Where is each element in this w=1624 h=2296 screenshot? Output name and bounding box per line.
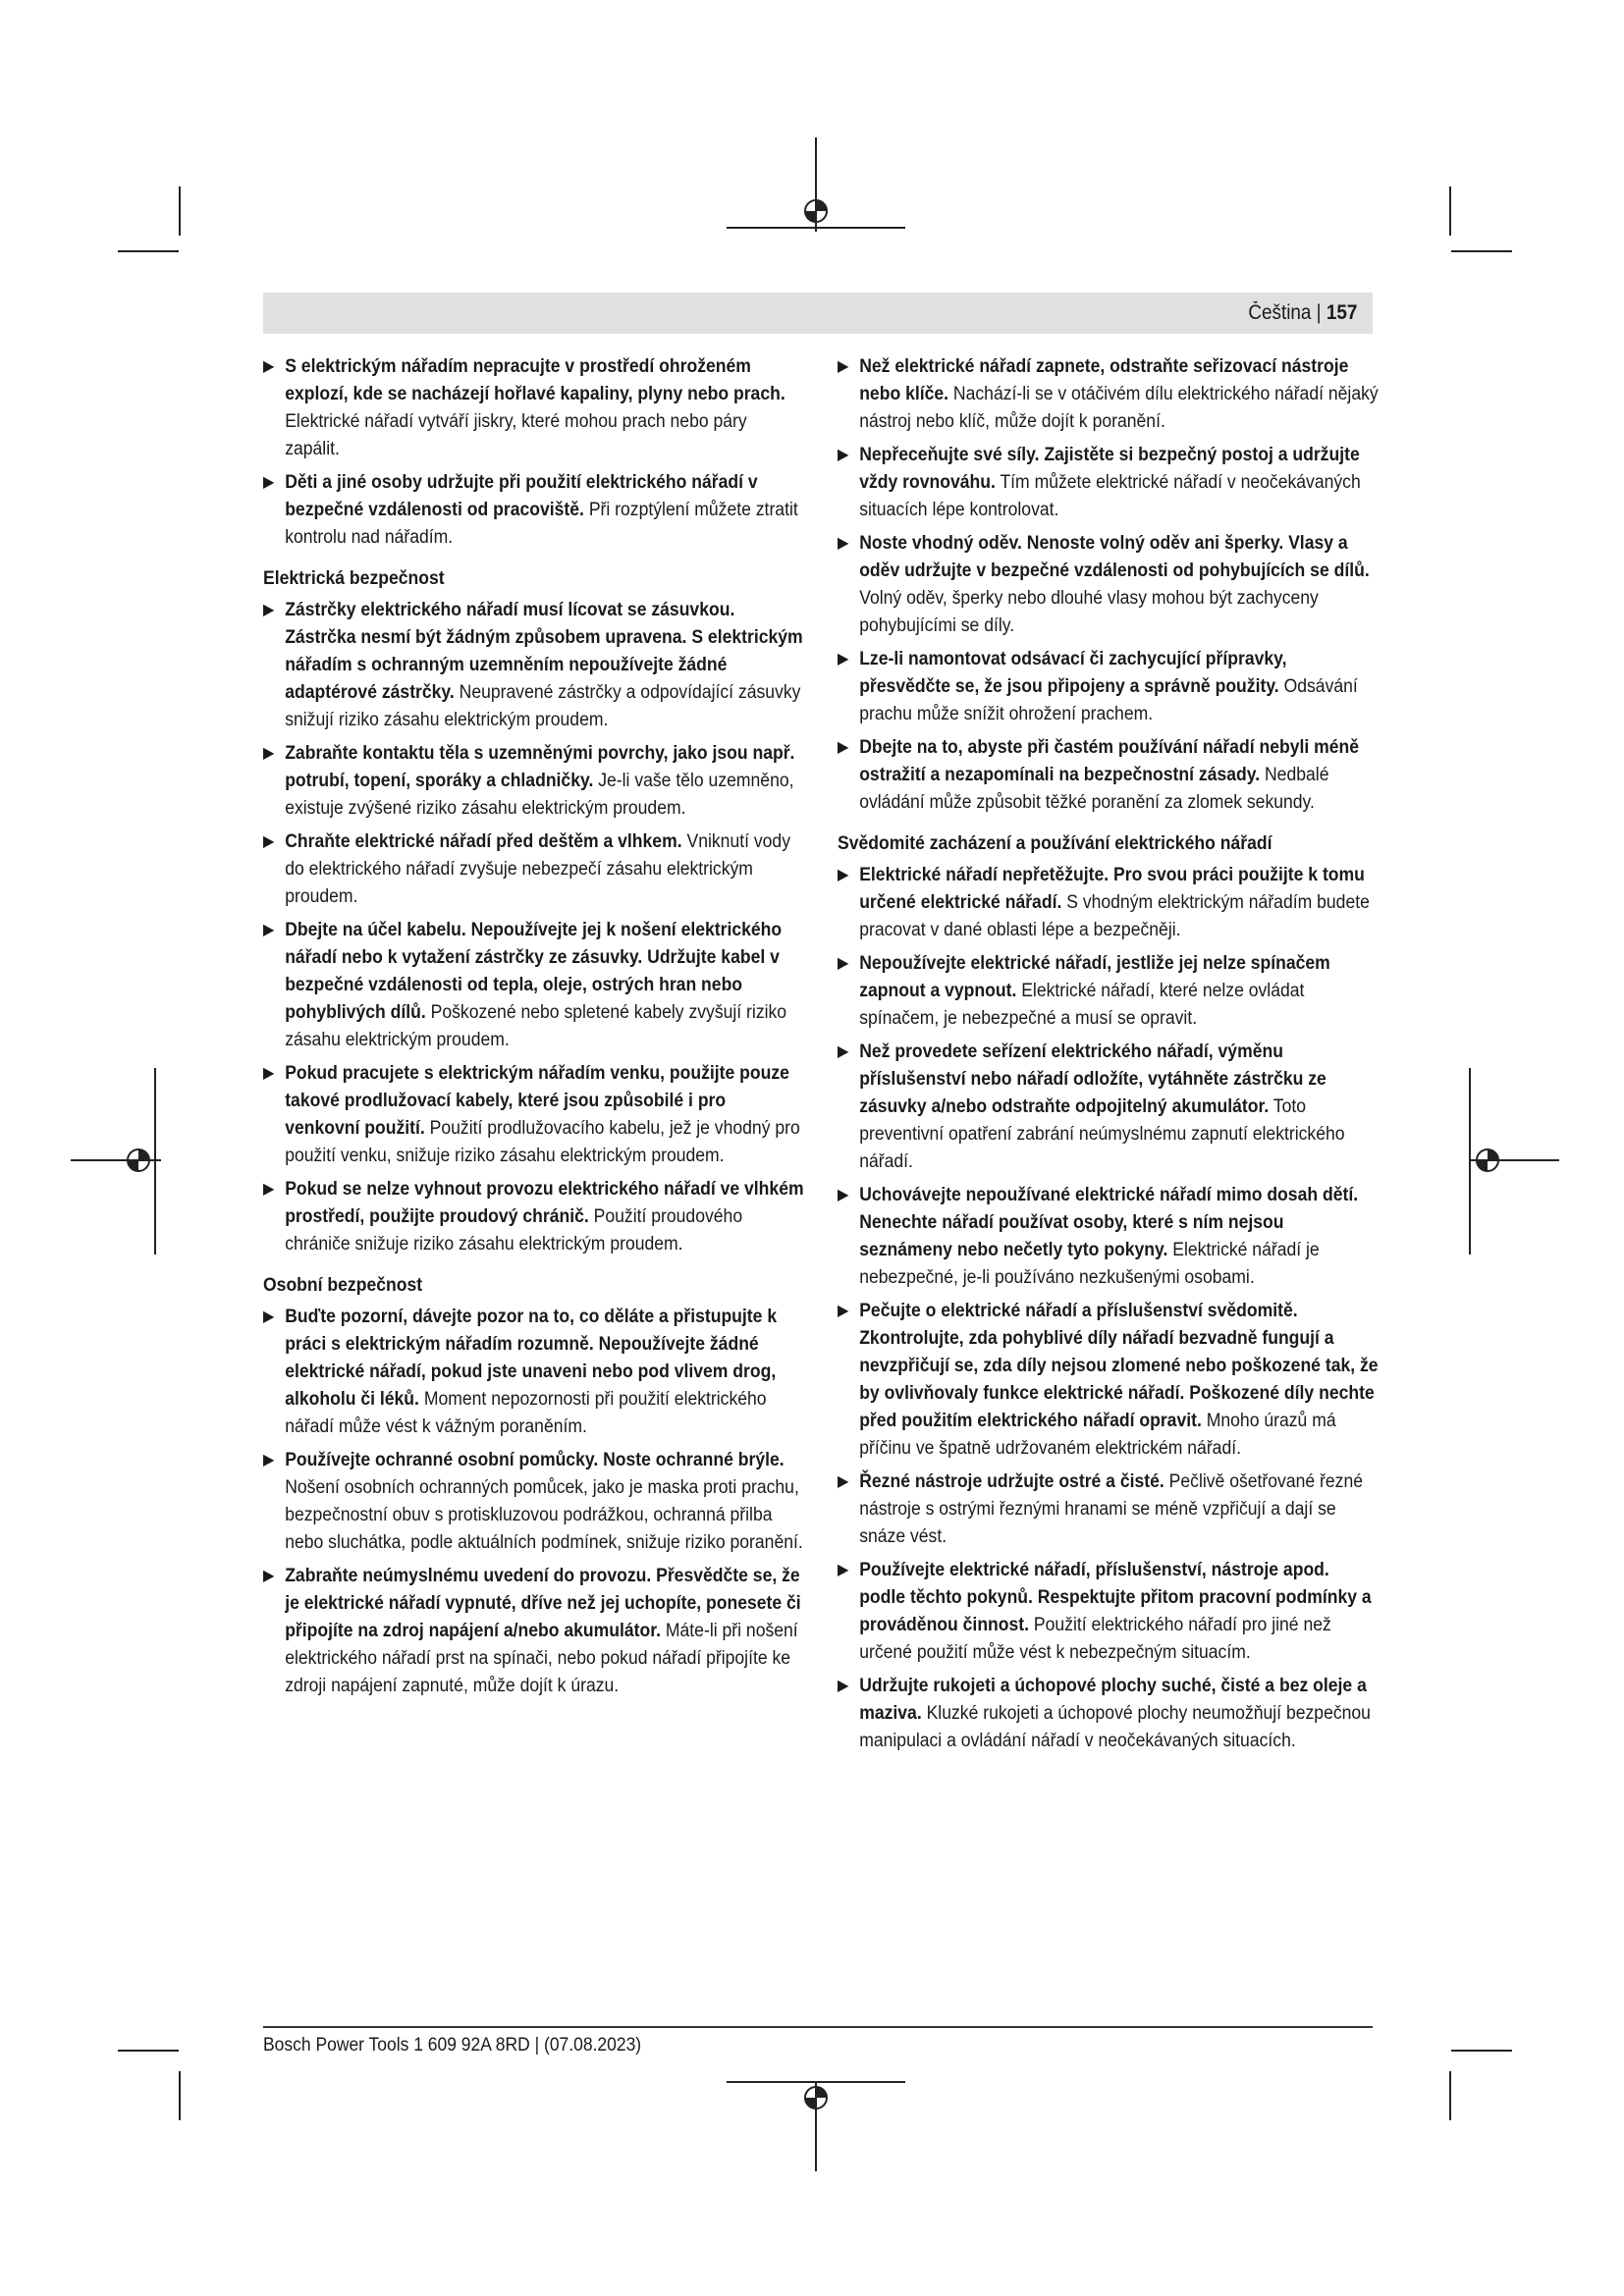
instruction-text: Použití prodlužovacího kabelu, jež je vhodný pro použití venku, snižuje riziko zásahu elektrickým proudem. (285, 1118, 800, 1166)
instruction-text: Elektrické nářadí, které nelze ovládat spínačem, je nebezpečné a musí se opravit. (859, 981, 1305, 1029)
bullet-arrow-icon: ▶ (838, 651, 849, 667)
bullet-arrow-icon: ▶ (263, 745, 275, 762)
bullet-arrow-icon: ▶ (263, 1181, 275, 1198)
safety-instruction (263, 353, 804, 463)
section-heading: Osobní bezpečnost (263, 1275, 423, 1296)
safety-instruction (263, 1447, 804, 1557)
bullet-arrow-icon: ▶ (838, 358, 849, 375)
instruction-text: Poškozené nebo spletené kabely zvyšují riziko zásahu elektrickým proudem. (285, 1002, 787, 1050)
instruction-bold-text: Zabraňte neúmyslnému uvedení do provozu. Přesvědčte se, že je elektrické nářadí vypnuté, dříve než jej uchopíte, ponesete či připojíte na zdroj napájení a/nebo akumulátor. (285, 1566, 801, 1641)
crop-mark (118, 2050, 179, 2052)
safety-instruction (838, 530, 1379, 640)
instruction-bold-text: Pokud pracujete s elektrickým nářadím venku, použijte pouze takové prodlužovací kabely, které jsou způsobilé i pro venkovní použití. (285, 1063, 789, 1139)
instruction-bold-text: S elektrickým nářadím nepracujte v prostředí ohroženém explozí, kde se nacházejí hořlavé kapaliny, plyny nebo prach. (285, 356, 785, 404)
bullet-arrow-icon: ▶ (838, 1043, 849, 1060)
safety-instruction (838, 1182, 1379, 1292)
instruction-bold-text: Elektrické nářadí nepřetěžujte. Pro svou práci použijte k tomu určené elektrické nářadí. (859, 865, 1365, 913)
instruction-text: Mnoho úrazů má příčinu ve špatně udržovaném elektrickém nářadí. (859, 1411, 1336, 1459)
bullet-arrow-icon: ▶ (838, 535, 849, 552)
instruction-bold-text: Chraňte elektrické nářadí před deštěm a vlhkem. (285, 831, 682, 852)
instruction-text: Tím můžete elektrické nářadí v neočekávaných situacích lépe kontrolovat. (859, 472, 1361, 520)
safety-instruction (263, 917, 804, 1054)
instruction-text: Použití proudového chrániče snižuje riziko zásahu elektrickým proudem. (285, 1206, 743, 1255)
bullet-arrow-icon: ▶ (263, 922, 275, 938)
instruction-bold-text: Používejte ochranné osobní pomůcky. Noste ochranné brýle. (285, 1450, 785, 1470)
crop-mark (1451, 250, 1512, 252)
instruction-bold-text: Než provedete seřízení elektrického nářadí, výměnu příslušenství nebo nářadí odložíte, vytáhněte zástrčku ze zásuvky a/nebo odstraňte odpojitelný akumulátor. (859, 1041, 1326, 1117)
instruction-text: Elektrické nářadí vytváří jiskry, které mohou prach nebo páry zapálit. (285, 411, 747, 459)
instruction-bold-text: Nepoužívejte elektrické nářadí, jestliže jej nelze spínačem zapnout a vypnout. (859, 953, 1330, 1001)
instruction-text: Kluzké rukojeti a úchopové plochy neumožňují bezpečnou manipulaci a ovládání nářadí v neočekávaných situacích. (859, 1703, 1371, 1751)
instruction-bold-text: Řezné nástroje udržujte ostré a čisté. (859, 1471, 1164, 1492)
safety-instruction (263, 1304, 804, 1441)
instruction-bold-text: Než elektrické nářadí zapnete, odstraňte seřizovací nástroje nebo klíče. (859, 356, 1349, 404)
instruction-bold-text: Pokud se nelze vyhnout provozu elektrického nářadí ve vlhkém prostředí, použijte proudový chránič. (285, 1179, 804, 1227)
crop-mark (154, 1068, 156, 1255)
instruction-text: S vhodným elektrickým nářadím budete pracovat v dané oblasti lépe a bezpečněji. (859, 892, 1370, 940)
right-column (838, 353, 1380, 1761)
section-heading: Elektrická bezpečnost (263, 568, 445, 589)
bullet-arrow-icon: ▶ (838, 955, 849, 972)
crop-mark (1451, 2050, 1512, 2052)
safety-instruction (838, 353, 1379, 436)
instruction-bold-text: Udržujte rukojeti a úchopové plochy suché, čisté a bez oleje a maziva. (859, 1676, 1367, 1724)
bullet-arrow-icon: ▶ (838, 1303, 849, 1319)
bullet-arrow-icon: ▶ (263, 833, 275, 850)
safety-instruction (263, 1176, 804, 1258)
safety-instruction (838, 1039, 1379, 1176)
instruction-text: Je-li vaše tělo uzemněno, existuje zvýšené riziko zásahu elektrickým proudem. (285, 771, 794, 819)
instruction-text: Odsávání prachu může snížit ohrožení prachem. (859, 676, 1358, 724)
bullet-arrow-icon: ▶ (263, 474, 275, 491)
instruction-text: Nedbalé ovládání může způsobit těžké poranění za zlomek sekundy. (859, 765, 1329, 813)
bullet-arrow-icon: ▶ (263, 1065, 275, 1082)
right-column-content (838, 353, 1379, 1755)
section-heading: Svědomité zacházení a používání elektrického nářadí (838, 833, 1272, 854)
instruction-bold-text: Používejte elektrické nářadí, příslušenství, nástroje apod. podle těchto pokynů. Respektujte přitom pracovní podmínky a prováděnou činnost. (859, 1560, 1372, 1635)
safety-instruction (263, 469, 804, 552)
bullet-arrow-icon: ▶ (838, 1473, 849, 1490)
instruction-text: Elektrické nářadí je nebezpečné, je-li používáno nezkušenými osobami. (859, 1240, 1320, 1288)
safety-instruction (838, 1557, 1379, 1667)
instruction-text: Volný oděv, šperky nebo dlouhé vlasy mohou být zachyceny pohybujícími se díly. (859, 588, 1319, 636)
left-column-content (263, 353, 804, 1700)
instruction-bold-text: Zabraňte kontaktu těla s uzemněnými povrchy, jako jsou např. potrubí, topení, sporáky a chladničky. (285, 743, 795, 791)
instruction-bold-text: Buďte pozorní, dávejte pozor na to, co děláte a přistupujte k práci s elektrickým nářadím rozumně. Nepoužívejte žádné elektrické nářadí, pokud jste unaveni nebo pod vlivem drog, alkoholu či léků. (285, 1307, 778, 1410)
safety-instruction (838, 734, 1379, 817)
bullet-arrow-icon: ▶ (838, 1678, 849, 1694)
instruction-text: Máte-li při nošení elektrického nářadí prst na spínači, nebo pokud nářadí připojíte ke zdroji napájení zapnuté, může dojít k úrazu. (285, 1621, 798, 1696)
instruction-text: Pečlivě ošetřované řezné nástroje s ostrými řeznými hranami se méně vzpřičují a dají se snáze vést. (859, 1471, 1364, 1547)
instruction-text: Toto preventivní opatření zabrání neúmyslnému zapnutí elektrického nářadí. (859, 1096, 1345, 1172)
instruction-bold-text: Dbejte na účel kabelu. Nepoužívejte jej k nošení elektrického nářadí nebo k vytažení zástrčky ze zásuvky. Udržujte kabel v bezpečné vzdálenosti od tepla, oleje, ostrých hran nebo pohyblivých dílů. (285, 920, 783, 1023)
instruction-bold-text: Lze-li namontovat odsávací či zachycující přípravky, přesvědčte se, že jsou připojeny a správně použity. (859, 649, 1287, 697)
instruction-text: Moment nepozornosti při použití elektrického nářadí může vést k vážným poraněním. (285, 1389, 767, 1437)
instruction-bold-text: Pečujte o elektrické nářadí a příslušenství svědomitě. Zkontrolujte, zda pohyblivé díly nářadí bezvadně fungují a nevzpřičují se, zda díly nejsou zlomené nebo poškozené tak, že by ovlivňovaly funkce elektrické nářadí. Poškozené díly nechte před použitím elektrického nářadí opravit. (859, 1301, 1379, 1431)
bullet-arrow-icon: ▶ (263, 1568, 275, 1584)
safety-instruction (263, 1563, 804, 1700)
bullet-arrow-icon: ▶ (263, 1452, 275, 1468)
crop-mark (1469, 1159, 1559, 1161)
footer-divider (263, 2026, 1373, 2028)
left-column (263, 353, 805, 1706)
page-header (263, 293, 1373, 334)
instruction-bold-text: Uchovávejte nepoužívané elektrické nářadí mimo dosah dětí. Nenechte nářadí používat osoby, které s ním nejsou seznámeny nebo nečetly tyto pokyny. (859, 1185, 1359, 1260)
instruction-bold-text: Noste vhodný oděv. Nenoste volný oděv ani šperky. Vlasy a oděv udržujte v bezpečné vzdálenosti od pohybujících se dílů. (859, 533, 1370, 581)
safety-instruction (838, 646, 1379, 728)
instruction-text: Při rozptýlení můžete ztratit kontrolu nad nářadím. (285, 500, 798, 548)
safety-instruction (263, 828, 804, 911)
bullet-arrow-icon: ▶ (263, 358, 275, 375)
instruction-text: Použití elektrického nářadí pro jiné než určené použití může vést k nebezpečným situacím. (859, 1615, 1331, 1663)
instruction-text: Nachází-li se v otáčivém dílu elektrického nářadí nějaký nástroj nebo klíč, může dojít k poranění. (859, 384, 1379, 432)
instruction-bold-text: Nepřeceňujte své síly. Zajistěte si bezpečný postoj a udržujte vždy rovnováhu. (859, 445, 1360, 493)
instruction-text: Vniknutí vody do elektrického nářadí zvyšuje nebezpečí zásahu elektrickým proudem. (285, 831, 790, 907)
crop-mark (1449, 187, 1451, 236)
safety-instruction (263, 597, 804, 734)
instruction-bold-text: Dbejte na to, abyste při častém používání nářadí nebyli méně ostražití a nezapomínali na bezpečnostní zásady. (859, 737, 1360, 785)
footer-text: Bosch Power Tools 1 609 92A 8RD | (07.08.2023) (263, 2035, 642, 2056)
bullet-arrow-icon: ▶ (263, 1308, 275, 1325)
safety-instruction (263, 1060, 804, 1170)
bullet-arrow-icon: ▶ (838, 1562, 849, 1578)
instruction-text: Neupravené zástrčky a odpovídající zásuvky snižují riziko zásahu elektrickým proudem. (285, 682, 801, 730)
crop-mark (118, 250, 179, 252)
header-label: Čeština | 157 (1247, 301, 1357, 324)
instruction-bold-text: Zástrčky elektrického nářadí musí lícovat se zásuvkou. Zástrčka nesmí být žádným způsobem upravena. S elektrickým nářadím s ochranným uzemněním nepoužívejte žádné adaptérové zástrčky. (285, 600, 803, 703)
header-language: Čeština (1247, 301, 1312, 324)
safety-instruction (838, 862, 1379, 944)
safety-instruction (838, 1468, 1379, 1551)
crop-mark (1449, 2071, 1451, 2120)
safety-instruction (838, 1673, 1379, 1755)
safety-instruction (263, 740, 804, 823)
safety-instruction (838, 442, 1379, 524)
bullet-arrow-icon: ▶ (838, 1187, 849, 1203)
page-number: 157 (1326, 301, 1357, 324)
bullet-arrow-icon: ▶ (263, 602, 275, 618)
safety-instruction (838, 1298, 1379, 1463)
instruction-bold-text: Děti a jiné osoby udržujte při použití elektrického nářadí v bezpečné vzdálenosti od pracoviště. (285, 472, 758, 520)
crop-mark (1469, 1068, 1471, 1255)
instruction-text: Nošení osobních ochranných pomůcek, jako je maska proti prachu, bezpečnostní obuv s protiskluzovou podrážkou, ochranná přilba nebo sluchátka, podle aktuálních podmínek, snižuje riziko poranění. (285, 1477, 803, 1553)
crop-mark (71, 1159, 161, 1161)
safety-instruction (838, 950, 1379, 1033)
bullet-arrow-icon: ▶ (838, 447, 849, 463)
bullet-arrow-icon: ▶ (838, 739, 849, 756)
crop-mark (179, 2071, 181, 2120)
crop-mark (815, 2081, 817, 2171)
crop-mark (815, 137, 817, 232)
crop-mark (179, 187, 181, 236)
bullet-arrow-icon: ▶ (838, 867, 849, 883)
